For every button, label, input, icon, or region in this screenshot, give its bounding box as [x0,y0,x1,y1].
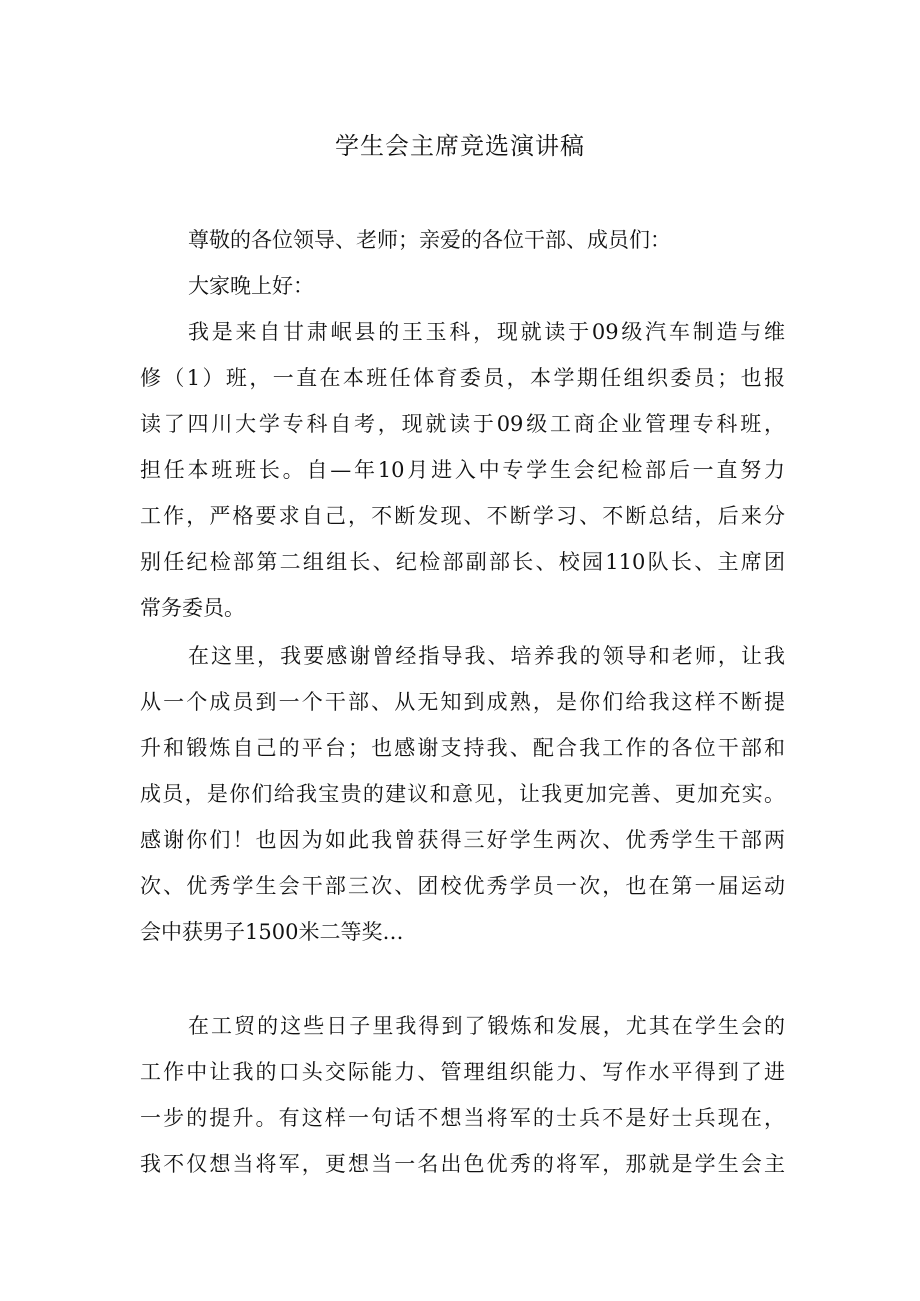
paragraph-line: 会中获男子1500米二等奖… [140,920,404,944]
paragraph-line: 次、优秀学生会干部三次、团校优秀学员一次，也在第一届运动 [140,874,785,898]
paragraph-line: 成员，是你们给我宝贵的建议和意见，让我更加完善、更加充实。 [140,782,785,806]
paragraph-line: 工作中让我的口头交际能力、管理组织能力、写作水平得到了进 [140,1060,785,1084]
paragraph-line: 担任本班班长。自—年10月进入中专学生会纪检部后一直努力 [140,458,785,482]
paragraph-line: 一步的提升。有这样一句话不想当将军的士兵不是好士兵现在， [140,1106,785,1130]
paragraph-line: 感谢你们！也因为如此我曾获得三好学生两次、优秀学生干部两 [140,828,785,852]
paragraph-line: 修（1）班，一直在本班任体育委员，本学期任组织委员；也报 [140,366,785,390]
paragraph-line: 在工贸的这些日子里我得到了锻炼和发展，尤其在学生会的 [188,1014,785,1038]
paragraph-line: 升和锻炼自己的平台；也感谢支持我、配合我工作的各位干部和 [140,736,785,760]
paragraph-line: 我不仅想当将军，更想当一名出色优秀的将军，那就是学生会主 [140,1152,785,1176]
paragraph-line: 在这里，我要感谢曾经指导我、培养我的领导和老师，让我 [188,644,785,668]
paragraph-line: 我是来自甘肃岷县的王玉科，现就读于09级汽车制造与维 [188,320,785,344]
paragraph-line: 从一个成员到一个干部、从无知到成熟，是你们给我这样不断提 [140,690,785,714]
paragraph-line: 别任纪检部第二组组长、纪检部副部长、校园110队长、主席团 [140,550,785,574]
document-title: 学生会主席竞选演讲稿 [335,132,585,160]
salutation-line: 大家晚上好： [188,274,314,298]
paragraph-line: 工作，严格要求自己，不断发现、不断学习、不断总结，后来分 [140,504,785,528]
paragraph-line: 读了四川大学专科自考，现就读于09级工商企业管理专科班， [140,412,785,436]
greeting-line: 尊敬的各位领导、老师；亲爱的各位干部、成员们： [188,228,671,252]
paragraph-line: 常务委员。 [140,596,245,620]
